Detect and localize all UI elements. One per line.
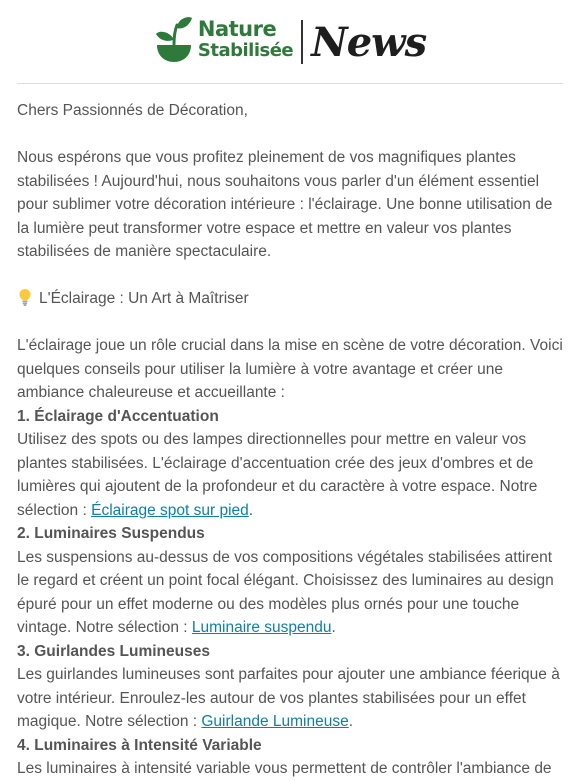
tip-end: . (331, 619, 336, 636)
brand-name-line1: Nature (197, 16, 277, 41)
tip-end: . (248, 501, 254, 519)
tip-body: Utilisez des spots ou des lampes directionnelles pour mettre en valeur vos plantes stabilisées. L'éclairage d'accentuation crée des jeux d'ombres et de lumières qui ajoutent de la profondeur et du caractère à votre espace. Notre sélection : (17, 431, 538, 519)
brand-name (197, 16, 294, 61)
intro-paragraph: Nous espérons que vous profitez pleinement de vos magnifiques plantes stabilisées ! Aujourd'hui, nous souhaitons vous parler d'un élément essentiel pour sublimer votre décoration intérieure : l'éclairage. Une bonne utilisation de la lumière peut transformer votre espace et mettre en valeur vos plantes stabilisées de manière spectaculaire. (17, 149, 553, 260)
greeting: Chers Passionnés de Décoration, (17, 102, 248, 119)
tip-body: Les suspensions au-dessus de vos compositions végétales stabilisées attirent le regard et créent un point focal élégant. Choisissez des luminaires au design épuré pour un effet moderne ou des modèles plus ornés pour une touche vintage. Notre sélection : (17, 548, 554, 636)
tip-text (17, 428, 563, 522)
tip-text (17, 663, 563, 734)
email-body (0, 84, 580, 781)
tip-text: Les luminaires à intensité variable vous permettent de contrôler l'ambiance de (17, 760, 552, 777)
tip-body: Les guirlandes lumineuses sont parfaites pour ajouter une ambiance féerique à votre intérieur. Enroulez-les autour de vos plantes stabilisées pour un effet magique. Notre sélection : (17, 666, 560, 730)
logo-divider (301, 20, 303, 64)
plant-bowl-logo-icon (154, 14, 194, 64)
email-header (0, 0, 580, 84)
brand-name-line2: Stabilisée (197, 39, 294, 61)
product-link-spot[interactable]: Éclairage spot sur pied (91, 501, 249, 519)
section-title: L'Éclairage : Un Art à Maîtriser (39, 290, 249, 307)
brand-logo[interactable] (154, 14, 293, 64)
tip-title: 2. Luminaires Suspendus (17, 525, 205, 542)
section-heading (17, 287, 563, 311)
product-link-suspension[interactable]: Luminaire suspendu (191, 619, 332, 636)
header-divider (17, 83, 563, 84)
tip-text (17, 546, 563, 640)
section-intro: L'éclairage joue un rôle crucial dans la mise en scène de votre décoration. Voici quelques conseils pour utiliser la lumière à votre avantage et créer une ambiance chaleureuse et accueillante : (17, 337, 563, 401)
news-wordmark: News (311, 18, 427, 66)
lightbulb-icon (17, 288, 33, 306)
tip-title: 1. Éclairage d'Accentuation (17, 407, 219, 425)
tip-title: 4. Luminaires à Intensité Variable (17, 736, 262, 754)
tip-end: . (348, 713, 354, 730)
product-link-garland[interactable]: Guirlande Lumineuse (201, 713, 349, 730)
tip-title: 3. Guirlandes Lumineuses (17, 642, 210, 660)
